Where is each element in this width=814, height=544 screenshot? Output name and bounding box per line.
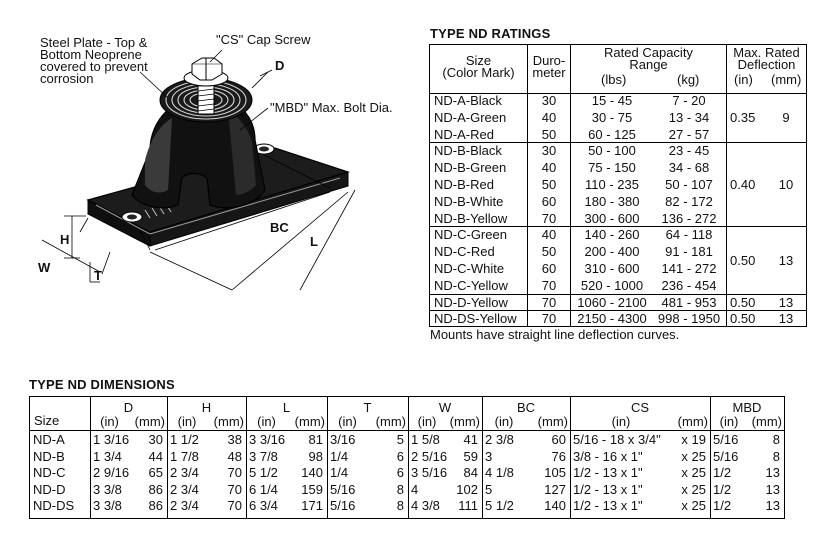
deflection-in: 0.50 [730, 294, 756, 310]
dims-cs-in: 1/2 - 13 x 1" [573, 465, 643, 480]
dims-header-mm: (mm) [751, 414, 782, 429]
rating-lbs: 520 - 1000 [580, 277, 644, 293]
deflection-in: 0.35 [730, 109, 756, 125]
dims-cs-mm: x 19 [681, 432, 706, 447]
dims-h-mm: 48 [227, 448, 242, 464]
header-text: Size [465, 53, 492, 68]
rating-size: ND-A-Black [434, 93, 502, 108]
dims-l-mm: 140 [301, 465, 323, 480]
dims-l-mm: 171 [301, 498, 323, 513]
dims-header-in: (in) [611, 414, 631, 429]
dims-l-mm: 81 [308, 432, 323, 447]
rating-durometer: 50 [541, 126, 557, 142]
rating-size: ND-B-White [434, 193, 504, 209]
header-size [430, 55, 527, 79]
rating-lbs: 200 - 400 [584, 244, 640, 260]
header-defl-mm: (mm) [771, 72, 802, 87]
dims-h-mm: 70 [227, 498, 242, 513]
dims-mbd-in: 1/2 [713, 498, 732, 513]
dims-cs-mm: x 25 [681, 465, 706, 480]
dims-header-group: BC [516, 400, 536, 415]
dims-header-in: (in) [177, 414, 197, 429]
dims-header-mm: (mm) [294, 414, 325, 429]
dims-d-in: 2 9/16 [93, 465, 130, 480]
rating-kg: 23 - 45 [668, 143, 710, 159]
header-kg: (kg) [677, 72, 700, 87]
rating-size: ND-C-White [434, 261, 505, 276]
rating-lbs: 2150 - 4300 [577, 311, 647, 327]
ratings-title: TYPE ND RATINGS [430, 26, 551, 41]
dims-header-mm: (mm) [213, 414, 244, 429]
dims-size: ND-DS [33, 498, 75, 513]
dims-cs-mm: x 25 [681, 481, 706, 497]
dims-header-group: W [438, 400, 452, 415]
dims-t-in: 1/4 [330, 448, 349, 464]
rating-kg: 91 - 181 [665, 244, 713, 260]
ratings-header [430, 45, 806, 94]
dims-w-in: 2 5/16 [411, 448, 448, 464]
rating-size: ND-B-Yellow [434, 210, 508, 226]
dims-header-size: Size [34, 413, 60, 428]
dims-bc-mm: 60 [551, 432, 566, 447]
rating-durometer: 70 [541, 277, 557, 293]
header-defl-in: (in) [734, 72, 753, 87]
header-rule [30, 430, 784, 431]
dims-header-mm: (mm) [375, 414, 406, 429]
rating-lbs: 75 - 150 [588, 160, 636, 176]
deflection-mm: 10 [778, 177, 794, 192]
dims-bc-in: 3 [485, 448, 493, 464]
steel-plate-callout [40, 37, 148, 85]
dim-label-t: T [94, 268, 102, 283]
dims-header-group: L [282, 400, 291, 415]
dims-bc-mm: 76 [551, 448, 566, 464]
deflection-in: 0.40 [730, 177, 756, 192]
dims-header-group: CS [630, 400, 650, 415]
header-text: (Color Mark) [442, 65, 515, 80]
rating-durometer: 70 [541, 311, 557, 327]
dims-w-mm: 59 [463, 448, 478, 464]
dims-l-in: 5 1/2 [249, 465, 278, 480]
dims-header-group: MBD [732, 400, 762, 415]
dims-w-mm: 111 [458, 498, 478, 513]
dims-l-in: 6 1/4 [249, 481, 278, 497]
dims-t-mm: 8 [396, 481, 404, 497]
dims-mbd-in: 5/16 [713, 432, 739, 447]
deflection-in: 0.50 [730, 252, 756, 268]
rating-size: ND-C-Yellow [434, 277, 508, 293]
dims-cs-in: 5/16 - 18 x 3/4" [573, 432, 661, 447]
rating-durometer: 50 [541, 244, 557, 260]
rating-durometer: 30 [541, 143, 557, 159]
dims-header-group: D [123, 400, 134, 415]
rating-size: ND-A-Red [434, 126, 494, 142]
rating-durometer: 70 [541, 294, 557, 310]
max-bolt-callout: "MBD" Max. Bolt Dia. [270, 100, 393, 115]
rating-kg: 141 - 272 [661, 261, 717, 276]
rating-kg: 136 - 272 [661, 210, 717, 226]
rating-size: ND-B-Black [434, 143, 502, 159]
deflection-in: 0.50 [730, 311, 756, 327]
dims-d-mm: 86 [148, 498, 163, 513]
dims-d-in: 3 3/8 [93, 498, 122, 513]
header-durometer [528, 55, 570, 79]
dims-d-in: 3 3/8 [93, 481, 122, 497]
rating-kg: 50 - 107 [665, 177, 713, 192]
dims-header-mm: (mm) [537, 414, 568, 429]
dims-d-in: 1 3/16 [93, 432, 130, 447]
header-text: Duro- [532, 53, 566, 68]
rating-kg: 27 - 57 [668, 126, 710, 142]
deflection-mm: 13 [778, 311, 794, 327]
rating-kg: 236 - 454 [661, 277, 717, 293]
dims-cs-mm: x 25 [681, 498, 706, 513]
mount-drawing [0, 0, 420, 330]
dims-l-in: 6 3/4 [249, 498, 278, 513]
header-lbs: (lbs) [601, 72, 627, 87]
rating-durometer: 50 [541, 177, 557, 192]
dimensions-table [29, 396, 785, 519]
callout-line: corrosion [40, 71, 94, 86]
dims-header-in: (in) [719, 414, 739, 429]
rating-size: ND-A-Green [434, 109, 507, 125]
dims-mbd-mm: 13 [765, 465, 780, 480]
rating-size: ND-D-Yellow [434, 294, 508, 310]
ratings-table [429, 44, 807, 327]
dims-mbd-mm: 8 [772, 432, 780, 447]
header-text: Range [629, 57, 668, 72]
dims-h-in: 2 3/4 [170, 481, 199, 497]
header-text: Rated Capacity [604, 45, 693, 60]
header-deflection [727, 47, 806, 71]
header-text: Deflection [737, 57, 796, 72]
rating-durometer: 60 [541, 193, 557, 209]
dims-header-group: H [201, 400, 212, 415]
rating-size: ND-B-Red [434, 177, 494, 192]
dims-mbd-in: 1/2 [713, 481, 732, 497]
dims-h-in: 1 1/2 [170, 432, 199, 447]
rating-durometer: 40 [541, 160, 557, 176]
dims-header-mm: (mm) [134, 414, 165, 429]
ratings-note: Mounts have straight line deflection curves. [430, 327, 680, 342]
rating-kg: 998 - 1950 [657, 311, 721, 327]
dims-t-in: 1/4 [330, 465, 349, 480]
dims-t-in: 5/16 [330, 498, 356, 513]
deflection-mm: 9 [782, 109, 790, 125]
dims-t-mm: 6 [396, 448, 404, 464]
dims-l-in: 3 7/8 [249, 448, 278, 464]
dims-size: ND-B [33, 448, 65, 464]
header-capacity [571, 47, 726, 71]
dims-cs-in: 3/8 - 16 x 1" [573, 448, 643, 464]
dimensions-title: TYPE ND DIMENSIONS [29, 377, 175, 392]
dims-cs-in: 1/2 - 13 x 1" [573, 481, 643, 497]
dims-size: ND-D [33, 481, 66, 497]
callout-line: Steel Plate - Top & [40, 35, 148, 50]
rating-kg: 7 - 20 [672, 93, 706, 108]
dims-bc-in: 5 [485, 481, 493, 497]
dims-mbd-mm: 8 [772, 448, 780, 464]
dims-d-mm: 65 [148, 465, 163, 480]
dims-h-in: 1 7/8 [170, 448, 199, 464]
dims-bc-in: 4 1/8 [485, 465, 514, 480]
dims-size: ND-A [33, 432, 65, 447]
rating-kg: 13 - 34 [668, 109, 710, 125]
callout-line: covered to prevent [40, 59, 148, 74]
dim-label-w: W [38, 260, 51, 275]
dims-h-mm: 70 [227, 481, 242, 497]
dims-d-mm: 44 [148, 448, 163, 464]
rating-kg: 82 - 172 [665, 193, 713, 209]
cap-screw-callout: "CS" Cap Screw [216, 32, 311, 47]
dims-bc-in: 5 1/2 [485, 498, 514, 513]
rating-size: ND-C-Green [434, 227, 507, 243]
dims-l-mm: 98 [308, 448, 323, 464]
rating-lbs: 110 - 235 [585, 177, 639, 192]
dims-header-in: (in) [100, 414, 119, 429]
rating-lbs: 310 - 600 [584, 261, 640, 276]
rating-size: ND-B-Green [434, 160, 507, 176]
dims-header-in: (in) [417, 414, 437, 429]
callout-line: Bottom Neoprene [40, 47, 142, 62]
dims-w-in: 4 [411, 481, 419, 497]
rating-kg: 64 - 118 [665, 227, 713, 243]
dims-header-in: (in) [257, 414, 276, 429]
dims-header-in: (in) [338, 414, 357, 429]
dims-header-group: T [363, 400, 372, 415]
dims-cs-mm: x 25 [681, 448, 706, 464]
rating-size: ND-DS-Yellow [434, 311, 517, 327]
dim-label-h: H [60, 232, 70, 247]
dims-w-in: 4 3/8 [411, 498, 440, 513]
dims-mbd-mm: 13 [765, 481, 780, 497]
dim-label-l: L [310, 234, 318, 249]
dims-cs-in: 1/2 - 13 x 1" [573, 498, 643, 513]
dims-bc-mm: 105 [544, 465, 566, 480]
rating-lbs: 140 - 260 [584, 227, 640, 243]
dims-d-mm: 86 [148, 481, 163, 497]
dims-bc-mm: 140 [544, 498, 566, 513]
dim-label-bc: BC [270, 220, 289, 235]
dims-t-mm: 5 [396, 432, 404, 447]
dims-w-mm: 102 [456, 481, 478, 497]
rating-durometer: 40 [541, 227, 557, 243]
dims-mbd-mm: 13 [765, 498, 780, 513]
rating-durometer: 30 [541, 93, 557, 108]
dims-t-mm: 6 [396, 465, 404, 480]
header-text: Max. Rated [733, 45, 800, 60]
dims-mbd-in: 1/2 [713, 465, 732, 480]
dims-w-mm: 84 [463, 465, 478, 480]
dims-t-mm: 8 [396, 498, 404, 513]
deflection-mm: 13 [778, 294, 794, 310]
dims-d-mm: 30 [148, 432, 163, 447]
dims-l-mm: 159 [301, 481, 323, 497]
rating-durometer: 60 [541, 261, 557, 276]
rating-kg: 34 - 68 [668, 160, 710, 176]
dims-t-in: 5/16 [330, 481, 356, 497]
dims-d-in: 1 3/4 [93, 448, 122, 464]
dims-size: ND-C [33, 465, 66, 480]
dim-label-d: D [275, 58, 285, 73]
dims-bc-in: 2 3/8 [485, 432, 514, 447]
dims-t-in: 3/16 [330, 432, 356, 447]
rating-lbs: 60 - 125 [588, 126, 636, 142]
dims-h-in: 2 3/4 [170, 465, 199, 480]
rating-kg: 481 - 953 [661, 294, 717, 310]
dims-h-mm: 70 [227, 465, 242, 480]
rating-lbs: 30 - 75 [591, 109, 633, 125]
rating-lbs: 180 - 380 [584, 193, 640, 209]
dims-bc-mm: 127 [544, 481, 566, 497]
rating-lbs: 1060 - 2100 [577, 294, 647, 310]
deflection-mm: 13 [778, 252, 794, 268]
rating-lbs: 15 - 45 [591, 93, 633, 108]
dims-l-in: 3 3/16 [249, 432, 286, 447]
dims-header-in: (in) [494, 414, 514, 429]
dims-w-mm: 41 [463, 432, 478, 447]
rating-lbs: 300 - 600 [584, 210, 640, 226]
rating-durometer: 40 [541, 109, 557, 125]
dims-mbd-in: 5/16 [713, 448, 739, 464]
rating-durometer: 70 [541, 210, 557, 226]
dims-w-in: 1 5/8 [411, 432, 440, 447]
dims-header-mm: (mm) [449, 414, 480, 429]
header-text: meter [532, 65, 566, 80]
dims-header-mm: (mm) [677, 414, 708, 429]
dims-h-mm: 38 [227, 432, 242, 447]
rating-lbs: 50 - 100 [588, 143, 636, 159]
dims-h-in: 2 3/4 [170, 498, 199, 513]
rating-size: ND-C-Red [434, 244, 495, 260]
dims-w-in: 3 5/16 [411, 465, 448, 480]
